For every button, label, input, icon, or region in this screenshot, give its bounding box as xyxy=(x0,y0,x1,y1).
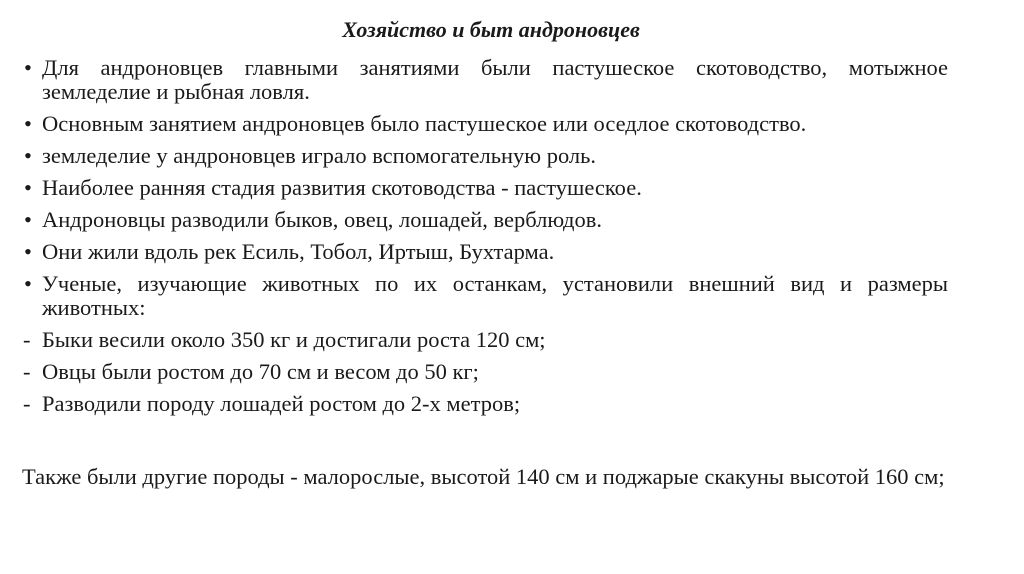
list-item-text: Разводили породу лошадей ростом до 2-х метров; xyxy=(42,391,521,416)
list-item-text: Овцы были ростом до 70 см и весом до 50 кг; xyxy=(42,359,479,384)
bullet-marker: • xyxy=(24,175,32,200)
list-item xyxy=(22,112,948,136)
list-item xyxy=(22,272,948,320)
list-item-text: Ученые, изучающие животных по их останкам, установили внешний вид и размеры животных: xyxy=(42,271,948,320)
list-item-text: земледелие у андроновцев играло вспомогательную роль. xyxy=(42,143,597,168)
list-item xyxy=(22,208,948,232)
list-item-text: Наиболее ранняя стадия развития скотоводства - пастушеское. xyxy=(42,175,642,200)
list-item xyxy=(22,240,948,264)
list-item xyxy=(22,56,948,104)
dash-marker: - xyxy=(23,327,31,352)
list-item-text: Они жили вдоль рек Есиль, Тобол, Иртыш, Бухтарма. xyxy=(42,239,555,264)
bullet-marker: • xyxy=(24,143,32,168)
bullet-marker: • xyxy=(24,239,32,264)
bullet-marker: • xyxy=(24,55,32,80)
bullet-marker: • xyxy=(24,271,32,296)
list-item-text: Быки весили около 350 кг и достигали роста 120 см; xyxy=(42,327,546,352)
list-item xyxy=(22,392,948,416)
list-item xyxy=(22,144,948,168)
list-item xyxy=(22,176,948,200)
list-item xyxy=(22,360,948,384)
bullet-marker: • xyxy=(24,111,32,136)
bullet-marker: • xyxy=(24,207,32,232)
list-item-text: Основным занятием андроновцев было пастушеское или оседлое скотоводство. xyxy=(42,111,807,136)
list-item xyxy=(22,328,948,352)
content-list xyxy=(22,56,948,424)
slide-title: Хозяйство и быт андроновцев xyxy=(342,17,640,42)
closing-paragraph: Также были другие породы - малорослые, высотой 140 см и поджарые скакуны высотой 160 см; xyxy=(22,464,945,489)
dash-marker: - xyxy=(23,359,31,384)
list-item-text: Андроновцы разводили быков, овец, лошадей, верблюдов. xyxy=(42,207,602,232)
dash-marker: - xyxy=(23,391,31,416)
list-item-text: Для андроновцев главными занятиями были пастушеское скотоводство, мотыжное земледелие и рыбная ловля. xyxy=(42,55,948,104)
